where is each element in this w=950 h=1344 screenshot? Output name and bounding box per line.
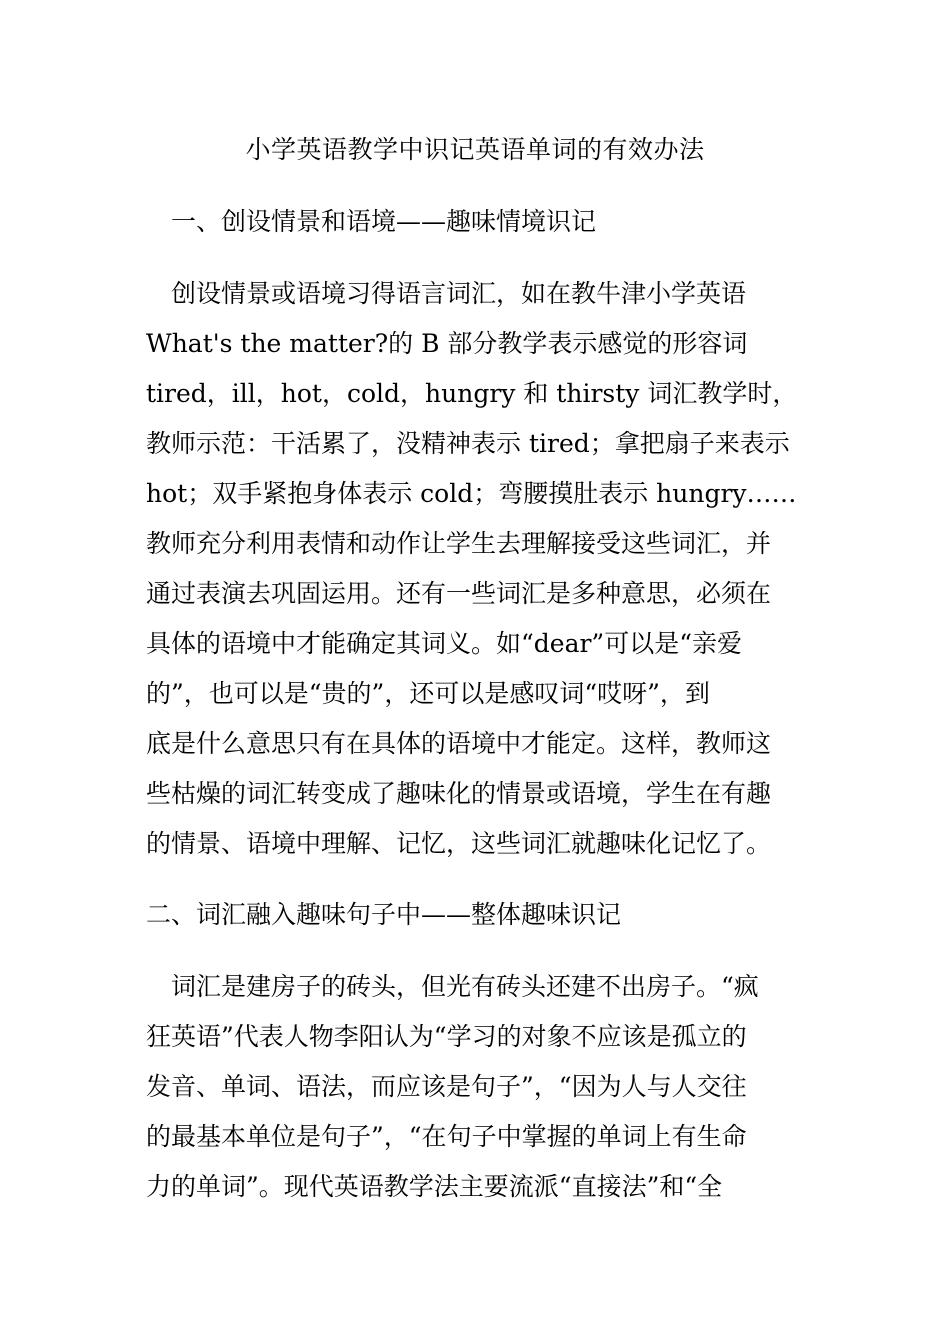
paragraph-line: 具体的语境中才能确定其词义。如“dear”可以是“亲爱 (146, 629, 742, 658)
section-1-paragraph (146, 269, 797, 869)
paragraph-line: 词汇是建房子的砖头，但光有砖头还建不出房子。“疯 (171, 972, 759, 1001)
paragraph-line: 底是什么意思只有在具体的语境中才能定。这样，教师这 (146, 729, 772, 758)
section-heading-1: 一、创设情景和语境——趣味情境识记 (171, 207, 597, 236)
paragraph-line: 些枯燥的词汇转变成了趣味化的情景或语境，学生在有趣 (146, 779, 772, 808)
paragraph-line: tired，ill，hot，cold，hungry 和 thirsty 词汇教学时， (146, 379, 798, 408)
paragraph-line: 通过表演去巩固运用。还有一些词汇是多种意思，必须在 (146, 579, 772, 608)
paragraph-line: 狂英语”代表人物李阳认为“学习的对象不应该是孤立的 (146, 1022, 747, 1051)
paragraph-line: 教师示范：干活累了，没精神表示 tired；拿把扇子来表示 (146, 429, 790, 458)
paragraph-line: 的”，也可以是“贵的”，还可以是感叹词“哎呀”，到 (146, 679, 710, 708)
section-heading-2: 二、词汇融入趣味句子中——整体趣味识记 (146, 900, 622, 929)
paragraph-line: hot；双手紧抱身体表示 cold；弯腰摸肚表示 hungry…… (146, 479, 797, 508)
paragraph-line: 的情景、语境中理解、记忆，这些词汇就趣味化记忆了。 (146, 829, 772, 858)
paragraph-line: 教师充分利用表情和动作让学生去理解接受这些词汇，并 (146, 529, 772, 558)
document-title: 小学英语教学中识记英语单词的有效办法 (245, 135, 705, 164)
section-2-paragraph (146, 962, 759, 1212)
paragraph-line: 发音、单词、语法，而应该是句子”，“因为人与人交往 (146, 1072, 747, 1101)
paragraph-line: 创设情景或语境习得语言词汇，如在教牛津小学英语 (171, 279, 747, 308)
paragraph-line: 的最基本单位是句子”，“在句子中掌握的单词上有生命 (146, 1122, 747, 1151)
paragraph-line: 力的单词”。现代英语教学法主要流派“直接法”和“全 (146, 1172, 723, 1201)
paragraph-line: What's the matter?的 B 部分教学表示感觉的形容词 (146, 329, 748, 358)
